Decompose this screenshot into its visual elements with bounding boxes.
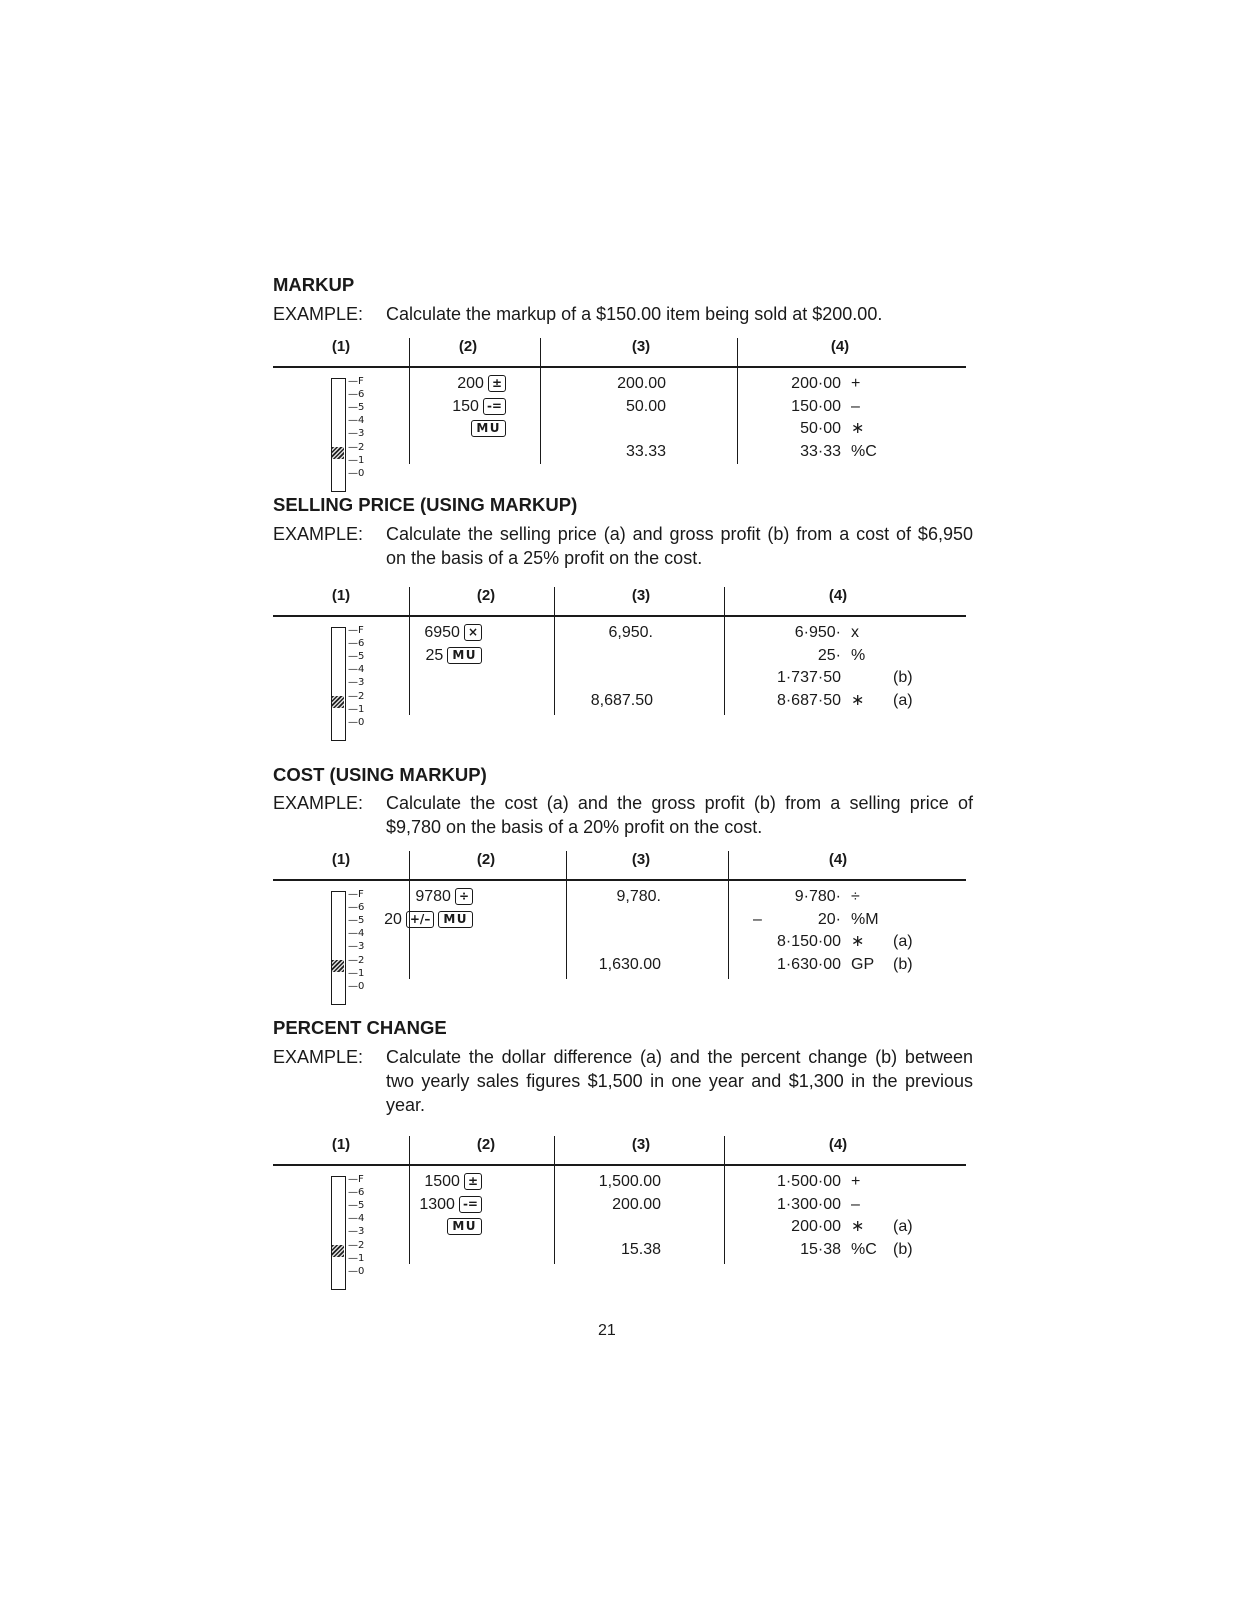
column-header: (2): [476, 851, 496, 868]
printout-symbol: ∗: [851, 1218, 865, 1235]
selector-slot: [331, 627, 346, 741]
selector-knob: [332, 447, 344, 459]
column-header: (1): [331, 1136, 351, 1153]
entry-number: 6950: [424, 624, 460, 641]
display-value: 200.00: [617, 375, 666, 392]
printout-symbol: +: [851, 375, 861, 392]
entry-number: 20: [384, 910, 402, 928]
selector-position-2: —2: [348, 1239, 365, 1251]
column-header: (3): [631, 587, 651, 604]
column-header: (2): [476, 587, 496, 604]
selector-position-0: —0: [348, 1265, 365, 1277]
printout-symbol: ∗: [851, 420, 865, 437]
example-text: Calculate the dollar difference (a) and the percent change (b) between two yearly sales figures $1,500 in one year and $1,300 in the previous year.: [386, 1047, 973, 1115]
key-entry-row: [424, 623, 482, 643]
column-header: (1): [331, 338, 351, 355]
calculation-table: [273, 587, 966, 737]
calculator-key: +/–: [406, 911, 434, 928]
printout-prefix: –: [753, 910, 762, 928]
key-entry-row: [443, 1217, 482, 1237]
printout-symbol: %: [851, 646, 866, 664]
selector-position-0: —0: [348, 980, 365, 992]
printout-symbol: ∗: [851, 691, 865, 709]
selector-slot: [331, 891, 346, 1005]
printout-value: 20·: [817, 910, 841, 928]
key-entry-row: [467, 419, 506, 439]
column-header: (4): [828, 587, 848, 604]
column-header: (3): [631, 1136, 651, 1153]
example-section: [273, 274, 973, 514]
selector-position-1: —1: [348, 1252, 365, 1264]
section-title: PERCENT CHANGE: [273, 1017, 447, 1038]
printout-value: 200·00: [791, 375, 841, 392]
column-divider: [540, 338, 541, 464]
printout-value: 25·: [817, 646, 841, 664]
selector-position-3: —3: [348, 1226, 365, 1238]
printout-value: 200·00: [791, 1218, 841, 1235]
entry-number: 1300: [419, 1195, 455, 1213]
example-section: [273, 1017, 973, 1277]
entry-number: 9780: [415, 888, 451, 905]
example-text: Calculate the cost (a) and the gross profit (b) from a selling price of $9,780 on the basis of a 20% profit on the cost.: [386, 793, 973, 837]
entry-number: 1500: [424, 1173, 460, 1190]
selector-slot: [331, 1176, 346, 1290]
printout-tag: (a): [893, 1218, 913, 1235]
display-value: 9,780.: [616, 888, 661, 905]
column-header: (1): [331, 587, 351, 604]
selector-knob: [332, 960, 344, 972]
calculation-table: [273, 338, 966, 488]
entry-number: 25: [425, 646, 444, 664]
calculator-key: ±: [464, 1173, 482, 1190]
header-rule: [273, 1164, 966, 1166]
header-rule: [273, 615, 966, 617]
printout-symbol: %M: [851, 910, 879, 928]
selector-position-F: —F: [348, 1174, 364, 1185]
calculator-key: MU: [471, 420, 506, 437]
printout-tag: (b): [893, 955, 913, 973]
selector-position-3: —3: [348, 677, 365, 689]
printout-value: 50·00: [800, 420, 841, 437]
calculator-key: ×: [464, 624, 482, 641]
printout-symbol: %C: [851, 442, 877, 460]
printout-value: 1·630·00: [776, 955, 841, 973]
printout-symbol: –: [851, 397, 860, 415]
selector-position-5: —5: [348, 402, 365, 414]
example-section: [273, 494, 973, 734]
printout-value: 15·38: [800, 1240, 841, 1258]
key-entry-row: [426, 646, 482, 666]
key-entry-row: [419, 1195, 482, 1215]
decimal-selector-switch: [331, 378, 391, 496]
selector-position-1: —1: [348, 967, 365, 979]
display-value: 1,630.00: [598, 955, 661, 973]
key-entry-row: [384, 910, 473, 930]
column-divider: [724, 587, 725, 715]
column-divider: [566, 851, 567, 979]
section-title: MARKUP: [273, 274, 355, 295]
display-value: 200.00: [612, 1195, 661, 1213]
printout-tag: (a): [893, 933, 913, 950]
column-divider: [409, 1136, 410, 1264]
printout-value: 8·687·50: [776, 691, 841, 709]
selector-position-4: —4: [348, 928, 365, 940]
column-header: (3): [631, 338, 651, 355]
column-header: (4): [828, 1136, 848, 1153]
printout-value: 6·950·: [794, 624, 841, 641]
printout-symbol: ÷: [851, 888, 860, 905]
selector-position-F: —F: [348, 625, 364, 636]
column-divider: [724, 1136, 725, 1264]
example-label: EXAMPLE:: [273, 1047, 364, 1067]
column-header: (4): [828, 851, 848, 868]
display-value: 8,687.50: [590, 691, 653, 709]
example-text: Calculate the selling price (a) and gross profit (b) from a cost of $6,950 on the basis of a 25% profit on the cost.: [386, 524, 973, 568]
printout-symbol: ∗: [851, 933, 865, 950]
selector-position-2: —2: [348, 690, 365, 702]
selector-position-5: —5: [348, 651, 365, 663]
selector-knob: [332, 1245, 344, 1257]
calculator-key: ±: [488, 375, 506, 392]
key-entry-row: [457, 374, 506, 394]
printout-value: 33·33: [800, 442, 841, 460]
selector-position-2: —2: [348, 954, 365, 966]
printout-symbol: %C: [851, 1240, 877, 1258]
printout-value: 9·780·: [794, 888, 841, 905]
column-divider: [554, 587, 555, 715]
selector-position-1: —1: [348, 454, 365, 466]
header-rule: [273, 879, 966, 881]
key-entry-row: [415, 887, 473, 907]
selector-position-6: —6: [348, 1187, 365, 1199]
display-value: 33.33: [625, 442, 666, 460]
calculator-key: MU: [447, 1218, 482, 1235]
display-value: 50.00: [625, 397, 666, 415]
selector-position-0: —0: [348, 716, 365, 728]
selector-position-F: —F: [348, 376, 364, 387]
calculation-table: [273, 1136, 966, 1286]
printout-symbol: +: [851, 1173, 861, 1190]
printout-tag: (b): [893, 669, 913, 686]
selector-position-3: —3: [348, 941, 365, 953]
calculation-table: [273, 851, 966, 1001]
calculator-key: MU: [447, 647, 482, 664]
example-text: Calculate the markup of a $150.00 item being sold at $200.00.: [386, 304, 883, 324]
decimal-selector-switch: [331, 1176, 391, 1294]
example-label: EXAMPLE:: [273, 793, 364, 813]
header-rule: [273, 366, 966, 368]
calculator-key: -=: [459, 1196, 482, 1213]
decimal-selector-switch: [331, 891, 391, 1009]
selector-position-2: —2: [348, 441, 365, 453]
selector-knob: [332, 696, 344, 708]
entry-number: 200: [457, 375, 484, 392]
decimal-selector-switch: [331, 627, 391, 745]
section-title: COST (USING MARKUP): [273, 764, 487, 785]
entry-number: 150: [452, 397, 479, 415]
column-divider: [737, 338, 738, 464]
selector-position-4: —4: [348, 1213, 365, 1225]
calculator-key: MU: [438, 911, 473, 928]
selector-position-F: —F: [348, 889, 364, 900]
column-header: (3): [631, 851, 651, 868]
display-value: 15.38: [620, 1240, 661, 1258]
column-divider: [728, 851, 729, 979]
selector-slot: [331, 378, 346, 492]
selector-position-4: —4: [348, 664, 365, 676]
calculator-key: -=: [483, 398, 506, 415]
selector-position-5: —5: [348, 1200, 365, 1212]
selector-position-1: —1: [348, 703, 365, 715]
column-divider: [554, 1136, 555, 1264]
column-header: (1): [331, 851, 351, 868]
page-number: 21: [598, 1322, 616, 1339]
display-value: 6,950.: [608, 624, 653, 641]
printout-value: 1·737·50: [776, 669, 841, 686]
selector-position-5: —5: [348, 915, 365, 927]
selector-position-6: —6: [348, 638, 365, 650]
printout-value: 150·00: [791, 397, 841, 415]
example-label: EXAMPLE:: [273, 304, 364, 324]
column-header: (2): [476, 1136, 496, 1153]
column-divider: [409, 338, 410, 464]
display-value: 1,500.00: [598, 1173, 661, 1190]
column-header: (4): [830, 338, 850, 355]
selector-position-0: —0: [348, 467, 365, 479]
column-divider: [409, 587, 410, 715]
example-label: EXAMPLE:: [273, 524, 364, 544]
printout-symbol: GP: [851, 955, 875, 973]
printout-tag: (b): [893, 1240, 913, 1258]
printout-symbol: –: [851, 1195, 860, 1213]
key-entry-row: [424, 1172, 482, 1192]
selector-position-4: —4: [348, 415, 365, 427]
section-title: SELLING PRICE (USING MARKUP): [273, 494, 578, 515]
calculator-key: ÷: [455, 888, 473, 905]
printout-symbol: x: [851, 624, 859, 641]
printout-value: 1·300·00: [776, 1195, 841, 1213]
example-section: [273, 764, 973, 1004]
selector-position-6: —6: [348, 902, 365, 914]
printout-tag: (a): [893, 691, 913, 709]
printout-value: 8·150·00: [776, 933, 841, 950]
printout-value: 1·500·00: [776, 1173, 841, 1190]
column-header: (2): [458, 338, 478, 355]
selector-position-6: —6: [348, 389, 365, 401]
key-entry-row: [452, 397, 506, 417]
selector-position-3: —3: [348, 428, 365, 440]
